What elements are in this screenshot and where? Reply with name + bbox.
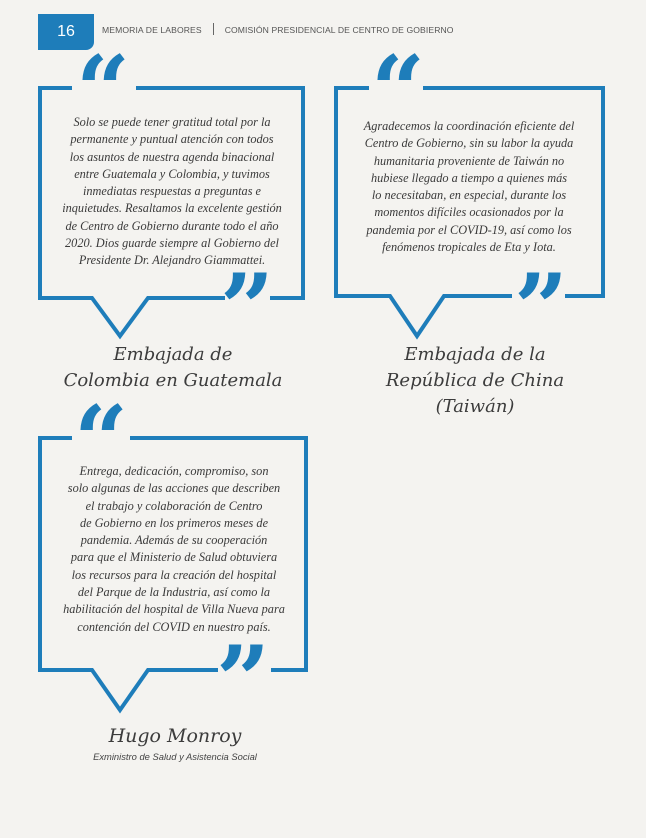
header-org: COMISIÓN PRESIDENCIAL DE CENTRO DE GOBIERNO	[224, 25, 454, 35]
close-quote-icon: ”	[514, 254, 569, 364]
testimonial-1-author: Embajada de Colombia en Guatemala	[63, 344, 283, 391]
testimonial-1-text: Solo se puede tener gratitud total por la permanente y puntual atención con todos los asuntos de nuestra agenda binacional entre Guatemala y Colombia, y tuvimos inmediatas respuestas a preguntas e inquietudes. Resaltamos la excelente gestión de Centro de Gobierno durante todo el año 2020. Dios guarde siempre al Gobierno del Presidente Dr. Alejandro Giammattei.	[62, 115, 282, 268]
testimonial-3-role: Exministro de Salud y Asistencia Social	[93, 751, 257, 762]
open-quote-icon: “	[371, 36, 426, 146]
header-section: MEMORIA DE LABORES	[102, 25, 202, 35]
testimonial-3-author: Hugo Monroy	[108, 725, 242, 747]
open-quote-icon: “	[76, 36, 131, 146]
testimonial-3-text: Entrega, dedicación, compromiso, son solo algunas de las acciones que describen el trabajo y colaboración de Centro de Gobierno en los primeros meses de pandemia. Además de su cooperación para que el Ministerio de Salud obtuviera los recursos para la creación del hospital del Parque de la Industria, así como la habilitación del hospital de Villa Nueva para contención del COVID en nuestro país.	[63, 464, 285, 634]
close-quote-icon: ”	[216, 626, 271, 736]
open-quote-icon: “	[74, 386, 129, 496]
testimonial-2-text: Agradecemos la coordinación eficiente del Centro de Gobierno, sin su labor la ayuda humanitaria proveniente de Taiwán no hubiese llegado a tiempo a quienes más lo necesitaban, en especial, durante los momentos difíciles ocasionados por la pandemia por el COVID-19, así como los fenómenos tropicales de Eta y Iota.	[363, 119, 575, 255]
close-quote-icon: ”	[220, 254, 275, 364]
page-number: 16	[57, 23, 75, 40]
testimonial-2-author: Embajada de la República de China (Taiwán)	[385, 344, 565, 417]
